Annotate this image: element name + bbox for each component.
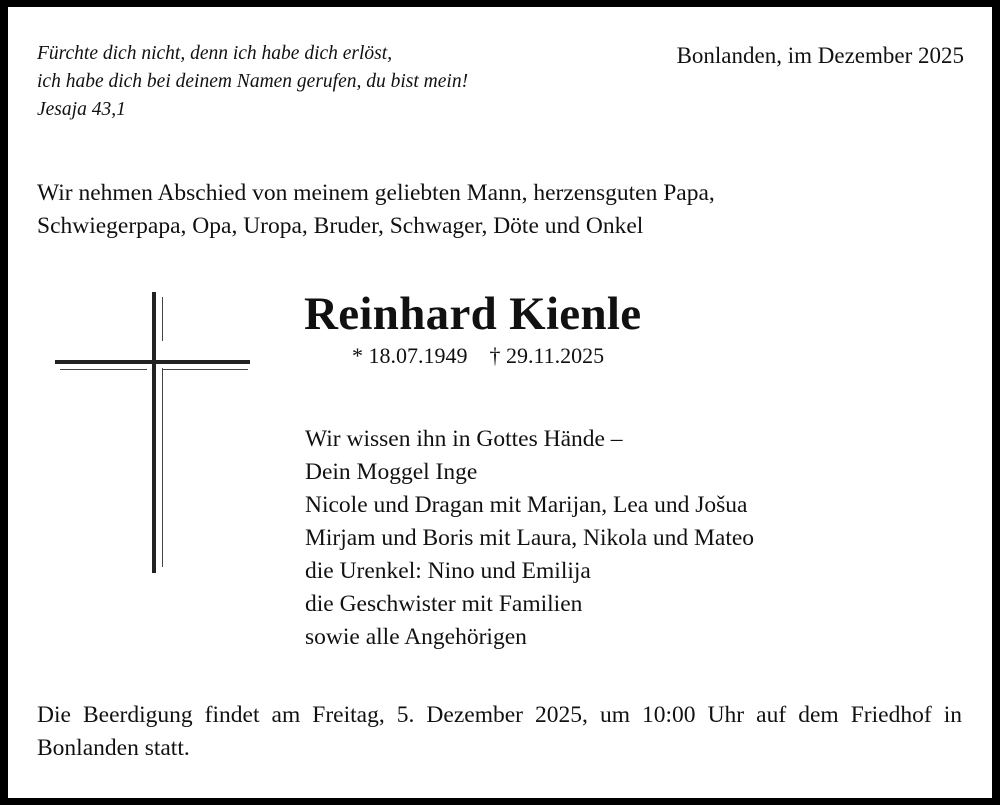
quote-line: Fürchte dich nicht, denn ich habe dich erlöst, xyxy=(37,43,393,64)
intro-line: Schwiegerpapa, Opa, Uropa, Bruder, Schwager, Döte und Onkel xyxy=(37,213,644,239)
obituary-notice xyxy=(8,7,992,798)
intro-line: Wir nehmen Abschied von meinem geliebten Mann, herzensguten Papa, xyxy=(37,180,715,206)
mourner-line: Wir wissen ihn in Gottes Hände – xyxy=(305,426,623,452)
mourner-line: Nicole und Dragan mit Marijan, Lea und Jošua xyxy=(305,492,748,518)
life-dates xyxy=(352,343,604,369)
quote-reference: Jesaja 43,1 xyxy=(37,99,126,120)
intro-text xyxy=(37,177,715,243)
mourner-line: die Urenkel: Nino und Emilija xyxy=(305,558,591,584)
mourner-line: die Geschwister mit Familien xyxy=(305,591,583,617)
mourner-line: sowie alle Angehörigen xyxy=(305,624,527,650)
funeral-info: Die Beerdigung findet am Freitag, 5. Dezember 2025, um 10:00 Uhr auf dem Friedhof in Bonlanden statt. xyxy=(37,702,962,761)
deceased-name: Reinhard Kienle xyxy=(304,288,642,340)
quote-line: ich habe dich bei deinem Namen gerufen, du bist mein! xyxy=(37,71,469,92)
birth-date: * 18.07.1949 xyxy=(352,343,468,368)
mourner-line: Mirjam und Boris mit Laura, Nikola und Mateo xyxy=(305,525,755,551)
mourners-list xyxy=(305,423,754,654)
death-date: † 29.11.2025 xyxy=(489,343,605,368)
place-date: Bonlanden, im Dezember 2025 xyxy=(676,43,964,68)
mourner-line: Dein Moggel Inge xyxy=(305,459,478,485)
bible-quote xyxy=(37,40,468,124)
